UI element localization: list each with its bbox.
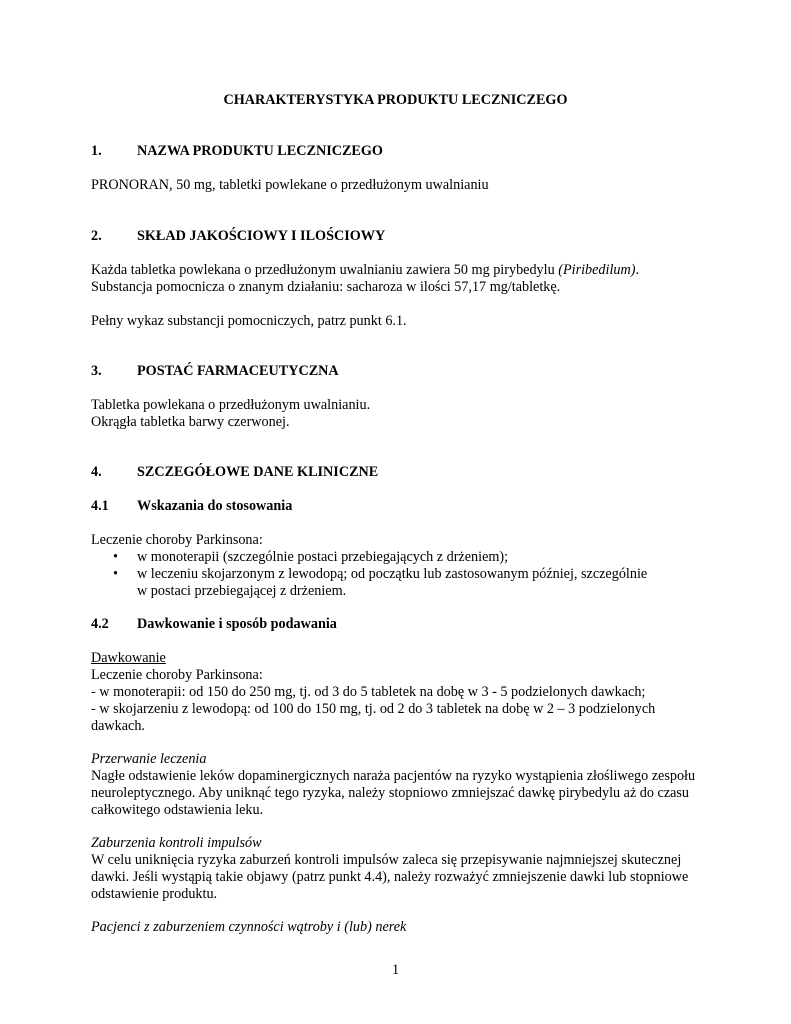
section-2-heading: SKŁAD JAKOŚCIOWY I ILOŚCIOWY bbox=[137, 228, 386, 244]
dosage-line-2: - w monoterapii: od 150 do 250 mg, tj. od 3 do 5 tabletek na dobę w 3 - 5 podzielonych dawkach; bbox=[91, 684, 646, 700]
product-name-text: PRONORAN, 50 mg, tabletki powlekane o przedłużonym uwalnianiu bbox=[91, 177, 489, 193]
impulse-control-line-2: dawki. Jeśli wystąpią takie objawy (patrz punkt 4.4), należy rozważyć zmniejszenie dawki lub stopniowe bbox=[91, 869, 689, 885]
dosage-line-4: dawkach. bbox=[91, 718, 145, 734]
section-4-heading: SZCZEGÓŁOWE DANE KLINICZNE bbox=[137, 464, 379, 480]
composition-line-2: Substancja pomocnicza o znanym działaniu: sacharoza w ilości 57,17 mg/tabletkę. bbox=[91, 279, 561, 295]
section-4-1-number: 4.1 bbox=[91, 498, 109, 514]
impulse-control-line-1: W celu uniknięcia ryzyka zaburzeń kontroli impulsów zaleca się przepisywanie najmniejszej skutecznej bbox=[91, 852, 682, 868]
form-line-1: Tabletka powlekana o przedłużonym uwalnianiu. bbox=[91, 397, 371, 413]
section-2-number: 2. bbox=[91, 228, 102, 244]
composition-latin-name: (Piribedilum) bbox=[558, 262, 636, 278]
section-1-number: 1. bbox=[91, 143, 102, 159]
section-4-1-heading: Wskazania do stosowania bbox=[137, 498, 293, 514]
composition-text: Każda tabletka powlekana o przedłużonym uwalnianiu zawiera 50 mg pirybedylu bbox=[91, 262, 559, 278]
document-title: CHARAKTERYSTYKA PRODUKTU LECZNICZEGO bbox=[223, 92, 568, 108]
composition-period: . bbox=[635, 262, 640, 278]
page-number: 1 bbox=[391, 962, 400, 978]
discontinuation-subheading: Przerwanie leczenia bbox=[91, 751, 207, 767]
impulse-control-subheading: Zaburzenia kontroli impulsów bbox=[91, 835, 262, 851]
hepatic-renal-subheading: Pacjenci z zaburzeniem czynności wątroby i (lub) nerek bbox=[91, 919, 407, 935]
form-line-2: Okrągła tabletka barwy czerwonej. bbox=[91, 414, 290, 430]
section-3-heading: POSTAĆ FARMACEUTYCZNA bbox=[137, 363, 339, 379]
dosage-line-3: - w skojarzeniu z lewodopą: od 100 do 150 mg, tj. od 2 do 3 tabletek na dobę w 2 – 3 podzielonych bbox=[91, 701, 656, 717]
bullet-marker: • bbox=[113, 549, 118, 565]
dosage-subheading: Dawkowanie bbox=[91, 650, 166, 666]
discontinuation-line-1: Nagłe odstawienie leków dopaminergicznych naraża pacjentów na ryzyko wystąpienia złośliwego zespołu bbox=[91, 768, 696, 784]
section-3-number: 3. bbox=[91, 363, 102, 379]
indication-item-2-line-2: w postaci przebiegającej z drżeniem. bbox=[137, 583, 347, 599]
indication-item-1: w monoterapii (szczególnie postaci przebiegających z drżeniem); bbox=[137, 549, 509, 565]
indication-item-2-line-1: w leczeniu skojarzonym z lewodopą; od początku lub zastosowanym później, szczególnie bbox=[137, 566, 648, 582]
composition-line-1 bbox=[91, 262, 639, 279]
dosage-line-1: Leczenie choroby Parkinsona: bbox=[91, 667, 263, 683]
impulse-control-line-3: odstawienie produktu. bbox=[91, 886, 218, 902]
discontinuation-line-3: całkowitego odstawienia leku. bbox=[91, 802, 264, 818]
indications-intro: Leczenie choroby Parkinsona: bbox=[91, 532, 263, 548]
section-4-number: 4. bbox=[91, 464, 102, 480]
section-4-2-number: 4.2 bbox=[91, 616, 109, 632]
bullet-marker: • bbox=[113, 566, 118, 582]
excipients-reference: Pełny wykaz substancji pomocniczych, patrz punkt 6.1. bbox=[91, 313, 407, 329]
section-1-heading: NAZWA PRODUKTU LECZNICZEGO bbox=[137, 143, 383, 159]
section-4-2-heading: Dawkowanie i sposób podawania bbox=[137, 616, 337, 632]
discontinuation-line-2: neuroleptycznego. Aby uniknąć tego ryzyka, należy stopniowo zmniejszać dawkę pirybedylu aż do czasu bbox=[91, 785, 690, 801]
